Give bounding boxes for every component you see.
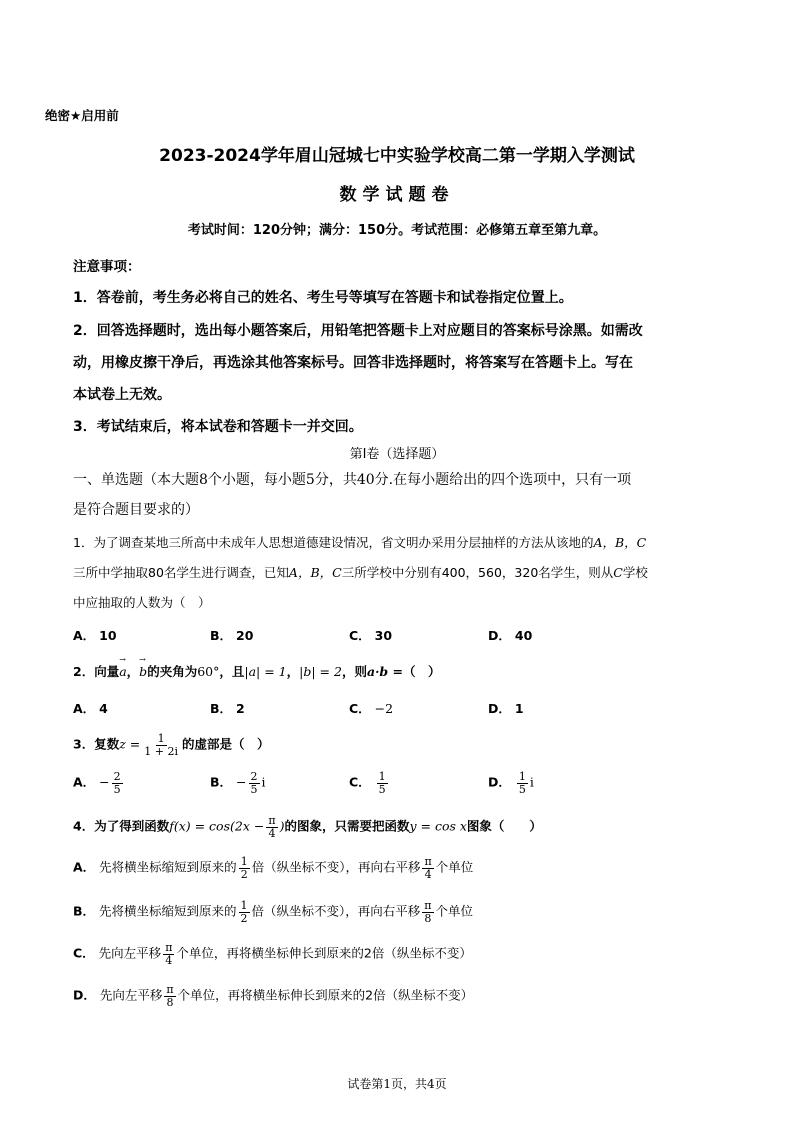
exam-info: 考试时间：120分钟；满分：150分。考试范围：必修第五章至第九章。 bbox=[187, 223, 607, 238]
secret-mark: 绝密★启用前 bbox=[45, 108, 119, 123]
question-1-line-1 bbox=[73, 533, 646, 551]
q2-option-b: B． 2 bbox=[210, 701, 245, 716]
q4-option-c: C． 先向左平移 $\frac{\pi}{4}$ 个单位，再将横坐标伸长到原来的2倍（纵坐标不变） bbox=[73, 941, 472, 967]
vector-b: b → bbox=[139, 664, 147, 679]
function-y: y = cos x bbox=[409, 818, 467, 834]
exam-title: 2023-2024学年眉山冠城七中实验学校高二第一学期入学测试 bbox=[159, 146, 635, 166]
school-c: C bbox=[613, 565, 623, 580]
notice-item-1: 1．答卷前，考生务必将自己的姓名、考生号等填写在答题卡和试卷指定位置上。 bbox=[73, 290, 573, 306]
q1-option-b: B． 20 bbox=[210, 628, 254, 643]
section-heading-line-1: 一、单选题（本大题8个小题，每小题5分，共40分.在每小题给出的四个选项中，只有一项 bbox=[73, 472, 632, 488]
q2-option-c: C． −2 bbox=[349, 701, 394, 716]
q4-option-d: D． 先向左平移 $\frac{\pi}{8}$ 个单位，再将横坐标伸长到原来的2倍（纵坐标不变） bbox=[73, 983, 474, 1009]
vector-a: a → bbox=[119, 664, 126, 679]
question-3: 3．复数z = $\frac{1}{1 + 2i}$ 的虚部是（ ） bbox=[73, 732, 270, 758]
q4-option-a: A． 先将横坐标缩短到原来的 $\frac{1}{2}$ 倍（纵坐标不变），再向右平移 $\frac{\pi}{4}$ 个单位 bbox=[73, 855, 474, 881]
q1-option-d: D． 40 bbox=[488, 628, 533, 643]
fraction: $\frac{1}{1 + 2i}$ bbox=[144, 732, 178, 758]
q3-option-c: C． $\frac{1}{5}$ bbox=[349, 770, 386, 796]
notice-item-3: 3．考试结束后，将本试卷和答题卡一并交回。 bbox=[73, 419, 363, 435]
q1-option-a: A． 10 bbox=[73, 628, 117, 643]
question-1-text: 学校 bbox=[622, 565, 648, 580]
question-4: 4．为了得到函数f(x) = cos(2x − $\frac{\pi}{4}$ )的图象，只需要把函数y = cos x图象（ ） bbox=[73, 814, 542, 840]
notice-item-2-line-3: 本试卷上无效。 bbox=[73, 387, 171, 403]
page-footer: 试卷第1页，共4页 bbox=[347, 1077, 447, 1091]
exam-subtitle: 数学试题卷 bbox=[339, 185, 455, 205]
part-title: 第I卷（选择题） bbox=[349, 447, 445, 462]
q1-option-c: C． 30 bbox=[349, 628, 393, 643]
question-1-text: 三所中学抽取80名学生进行调查，已知 bbox=[73, 565, 289, 580]
question-1-line-3: 中应抽取的人数为（ ） bbox=[73, 595, 211, 610]
question-1-text: 三所学校中分别有400，560，320名学生，则从 bbox=[341, 565, 614, 580]
q3-option-a: A． − $\frac{2}{5}$ bbox=[73, 770, 121, 796]
question-1-line-2 bbox=[73, 563, 648, 581]
school-names: A，B，C bbox=[288, 565, 342, 580]
q4-option-b: B． 先将横坐标缩短到原来的 $\frac{1}{2}$ 倍（纵坐标不变），再向右平移 $\frac{\pi}{8}$ 个单位 bbox=[73, 899, 474, 925]
q3-option-d: D． $\frac{1}{5}$ i bbox=[488, 770, 534, 796]
norm-a: |a| = 1 bbox=[244, 664, 287, 679]
notice-item-2-line-2: 动，用橡皮擦干净后，再选涂其他答案标号。回答非选择题时，将答案写在答题卡上。写在 bbox=[73, 355, 633, 371]
q2-option-d: D． 1 bbox=[488, 701, 524, 716]
function-f: f(x) = cos(2x − bbox=[169, 818, 265, 834]
angle-value: 60° bbox=[197, 664, 220, 679]
school-names: A，B，C bbox=[593, 535, 647, 550]
section-heading-line-2: 是符合题目要求的） bbox=[73, 502, 199, 518]
question-2: 2．向量a →，b →的夹角为60°，且|a| = 1，|b| = 2，则a·b =（ ） bbox=[73, 662, 441, 680]
q3-option-b: B． − $\frac{2}{5}$ i bbox=[210, 770, 266, 796]
q2-option-a: A． 4 bbox=[73, 701, 108, 716]
notice-item-2-line-1: 2．回答选择题时，选出每小题答案后，用铅笔把答题卡上对应题目的答案标号涂黑。如需改 bbox=[73, 323, 643, 339]
norm-b: |b| = 2 bbox=[299, 664, 342, 679]
dot-product: a·b = bbox=[366, 664, 403, 679]
notice-heading: 注意事项： bbox=[73, 259, 141, 275]
question-1-text: 1．为了调查某地三所高中未成年人思想道德建设情况，省文明办采用分层抽样的方法从该地的 bbox=[73, 535, 594, 550]
